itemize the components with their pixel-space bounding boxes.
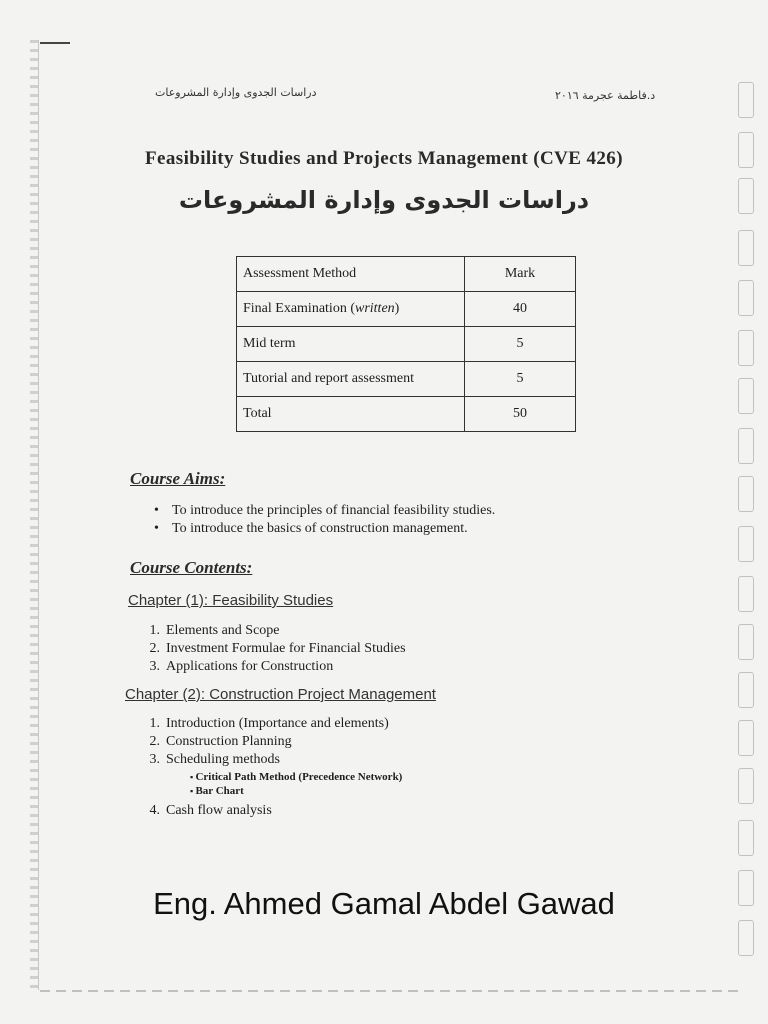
binder-hole xyxy=(738,230,754,266)
item-number: 3. xyxy=(149,659,160,674)
item-number: 2. xyxy=(149,641,160,656)
list-item xyxy=(136,715,389,733)
item-text: Scheduling methods xyxy=(166,752,280,767)
table-cell-method xyxy=(237,292,465,327)
table-cell-mark: 40 xyxy=(465,292,576,327)
method-text: Final Examination ( xyxy=(243,301,355,316)
binder-hole xyxy=(738,672,754,708)
chapter-2-title: Chapter (2): Construction Project Management xyxy=(125,686,436,703)
list-item: • To introduce the basics of construction management. xyxy=(150,520,495,538)
binder-hole xyxy=(738,476,754,512)
item-text: Cash flow analysis xyxy=(166,803,272,818)
binder-hole xyxy=(738,576,754,612)
binder-hole xyxy=(738,378,754,414)
chapter-1-title: Chapter (1): Feasibility Studies xyxy=(128,592,334,609)
binder-hole xyxy=(738,624,754,660)
scan-left-edge xyxy=(30,40,38,990)
page-title-arabic: دراسات الجدوى وإدارة المشروعات xyxy=(178,186,590,214)
list-item xyxy=(136,802,272,820)
item-number: 4. xyxy=(149,803,160,818)
list-item xyxy=(136,658,406,676)
table-cell-mark: 5 xyxy=(465,362,576,397)
item-number: 1. xyxy=(149,623,160,638)
chapter-1-list xyxy=(136,622,406,676)
item-text: Applications for Construction xyxy=(166,659,334,674)
list-item xyxy=(136,640,406,658)
scan-left-edge-line xyxy=(38,40,39,990)
binder-hole xyxy=(738,720,754,756)
course-contents-heading: Course Contents: xyxy=(130,558,253,577)
table-cell-method: Mid term xyxy=(237,327,465,362)
method-tail-text: ) xyxy=(394,301,400,316)
table-row xyxy=(237,397,576,432)
list-item xyxy=(136,733,389,751)
binder-hole xyxy=(738,82,754,118)
table-cell-mark: 5 xyxy=(465,327,576,362)
binder-hole xyxy=(738,920,754,956)
item-text: Introduction (Importance and elements) xyxy=(166,716,389,731)
item-number: 1. xyxy=(149,716,160,731)
table-row xyxy=(237,292,576,327)
item-text: Investment Formulae for Financial Studies xyxy=(166,641,406,656)
sub-list-item: ▪ Bar Chart xyxy=(190,784,402,798)
table-header-row xyxy=(237,257,576,292)
sub-list-item: ▪ Critical Path Method (Precedence Network) xyxy=(190,770,402,784)
table-row xyxy=(237,327,576,362)
scheduling-sub-list xyxy=(190,770,402,798)
course-aims-list xyxy=(150,502,495,538)
column-header-mark: Mark xyxy=(465,257,576,292)
method-italic-text: written xyxy=(354,301,395,316)
assessment-table xyxy=(236,256,576,432)
author-name: Eng. Ahmed Gamal Abdel Gawad xyxy=(153,886,615,921)
list-item xyxy=(136,622,406,640)
table-cell-mark: 50 xyxy=(465,397,576,432)
binder-hole xyxy=(738,820,754,856)
binder-hole xyxy=(738,768,754,804)
chapter-2-list xyxy=(136,715,389,769)
page-title: Feasibility Studies and Projects Management (CVE 426) xyxy=(145,148,623,169)
item-text: Construction Planning xyxy=(166,734,292,749)
item-number: 3. xyxy=(149,752,160,767)
list-item: • To introduce the principles of financial feasibility studies. xyxy=(150,502,495,520)
scan-bottom-edge xyxy=(40,990,740,992)
binder-hole xyxy=(738,280,754,316)
header-course-name-arabic: دراسات الجدوى وإدارة المشروعات xyxy=(155,86,317,99)
header-instructor-arabic: د.فاطمة عجرمة ٢٠١٦ xyxy=(555,89,656,102)
table-row xyxy=(237,362,576,397)
column-header-method: Assessment Method xyxy=(237,257,465,292)
binder-hole xyxy=(738,526,754,562)
binder-hole xyxy=(738,428,754,464)
binder-hole xyxy=(738,330,754,366)
course-aims-heading: Course Aims: xyxy=(130,469,226,488)
item-text: Elements and Scope xyxy=(166,623,280,638)
chapter-2-list-continued xyxy=(136,802,272,820)
item-number: 2. xyxy=(149,734,160,749)
scan-corner-mark xyxy=(40,42,70,44)
table-cell-method: Tutorial and report assessment xyxy=(237,362,465,397)
list-item xyxy=(136,751,389,769)
table-cell-method: Total xyxy=(237,397,465,432)
